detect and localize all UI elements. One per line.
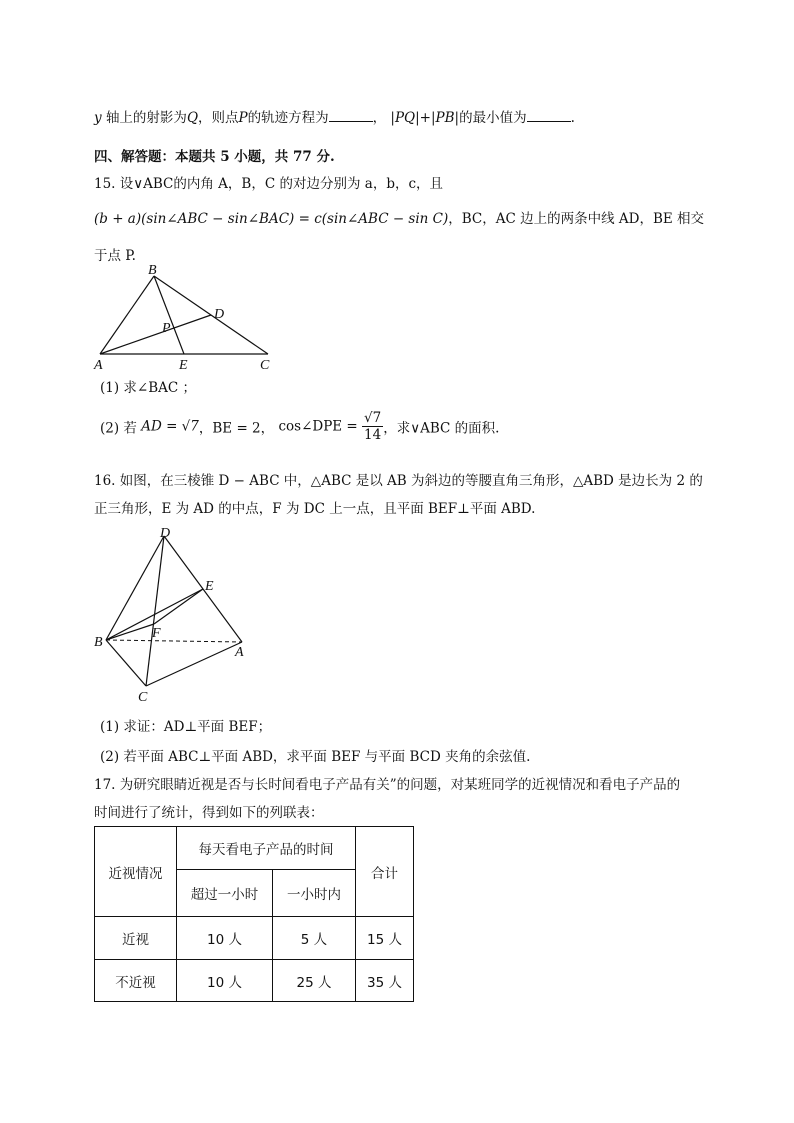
var-q: Q xyxy=(186,110,199,126)
contingency-table xyxy=(94,826,414,1002)
cell-value: 10 人 xyxy=(177,960,273,1002)
side-ab xyxy=(100,276,154,354)
q15-part2-b: ，BE = 2， xyxy=(198,420,275,437)
median-be xyxy=(154,276,184,354)
table-row xyxy=(95,917,414,960)
q15-line2-text: ，BC，AC 边上的两条中线 AD，BE 相交 xyxy=(448,211,705,227)
var-y: y xyxy=(94,110,102,126)
label-a: A xyxy=(94,358,103,373)
header-total: 合计 xyxy=(356,827,414,917)
label-d: D xyxy=(214,307,225,322)
header-over-one-hour: 超过一小时 xyxy=(177,870,273,917)
q15-line2 xyxy=(94,207,704,227)
var-p: P xyxy=(238,110,248,126)
cell-total: 15 人 xyxy=(356,917,414,960)
edge-bc xyxy=(106,640,146,686)
answer-blank-1 xyxy=(329,109,373,122)
q15-line1: 15. 设∨ABC的内角 A，B，C 的对边分别为 a，b，c，且 xyxy=(94,176,444,192)
q15-part2 xyxy=(100,410,499,443)
label-c: C xyxy=(260,358,270,373)
answer-blank-2 xyxy=(527,109,571,122)
text-f: . xyxy=(570,110,575,126)
tetrahedron-figure xyxy=(90,524,260,706)
median-ad xyxy=(100,315,211,354)
row-label-not-myopic: 不近视 xyxy=(95,960,177,1002)
header-myopia-status: 近视情况 xyxy=(95,827,177,917)
prev-question-line xyxy=(94,106,575,126)
table-row xyxy=(95,960,414,1002)
label-e: E xyxy=(179,358,188,373)
header-screen-time: 每天看电子产品的时间 xyxy=(177,827,356,870)
label-a: A xyxy=(235,645,244,660)
fraction-numerator: √7 xyxy=(364,410,382,426)
text-c: 的轨迹方程为 xyxy=(247,110,329,126)
fraction-denominator: 14 xyxy=(364,427,382,443)
edge-ba-hidden xyxy=(106,640,242,642)
label-f: F xyxy=(152,626,161,641)
text-e: 的最小值为 xyxy=(459,110,527,126)
q15-line3: 于点 P. xyxy=(94,248,136,264)
label-d: D xyxy=(160,526,171,541)
q15-part2-cos: cos∠DPE = xyxy=(278,418,358,435)
cell-value: 5 人 xyxy=(273,917,356,960)
q15-part2-c: ，求∨ABC 的面积. xyxy=(383,420,500,437)
label-e: E xyxy=(205,579,214,594)
label-b: B xyxy=(148,263,157,278)
triangle-abc-figure xyxy=(90,262,290,374)
q15-condition-formula: (b + a)(sin∠ABC − sin∠BAC) = c(sin∠ABC − sin C) xyxy=(94,211,449,227)
row-label-myopic: 近视 xyxy=(95,917,177,960)
cell-total: 35 人 xyxy=(356,960,414,1002)
section-heading: 四、解答题：本题共 5 小题，共 77 分. xyxy=(94,149,335,165)
q17-line2: 时间进行了统计，得到如下的列联表： xyxy=(94,805,324,821)
q15-part2-ad: AD = √7 xyxy=(141,418,199,435)
cell-value: 25 人 xyxy=(273,960,356,1002)
text-a: 轴上的射影为 xyxy=(105,110,187,126)
q16-line1: 16. 如图，在三棱锥 D − ABC 中，△ABC 是以 AB 为斜边的等腰直角三角形，△ABD 是边长为 2 的 xyxy=(94,473,703,489)
header-within-one-hour: 一小时内 xyxy=(273,870,356,917)
q16-part1: (1) 求证：AD⊥平面 BEF； xyxy=(100,719,272,735)
q15-part1: (1) 求∠BAC ； xyxy=(100,380,197,396)
label-p: P xyxy=(162,321,171,336)
line-ef xyxy=(154,589,203,624)
q15-part2-a: (2) 若 xyxy=(100,420,137,437)
q16-line2: 正三角形，E 为 AD 的中点，F 为 DC 上一点，且平面 BEF⊥平面 ABD. xyxy=(94,501,536,517)
label-b: B xyxy=(94,635,103,650)
text-d: ， xyxy=(372,110,387,126)
q17-line1: 17. 为研究眼睛近视是否与长时间看电子产品有关”的问题，对某班同学的近视情况和看电子产品的 xyxy=(94,777,681,793)
cell-value: 10 人 xyxy=(177,917,273,960)
label-c: C xyxy=(138,690,148,705)
cos-fraction xyxy=(362,410,383,443)
text-b: ，则点 xyxy=(198,110,239,126)
edge-ca xyxy=(146,642,242,686)
expr-pq-pb: |PQ|+|PB| xyxy=(390,110,460,126)
q16-part2: (2) 若平面 ABC⊥平面 ABD，求平面 BEF 与平面 BCD 夹角的余弦值. xyxy=(100,749,531,765)
